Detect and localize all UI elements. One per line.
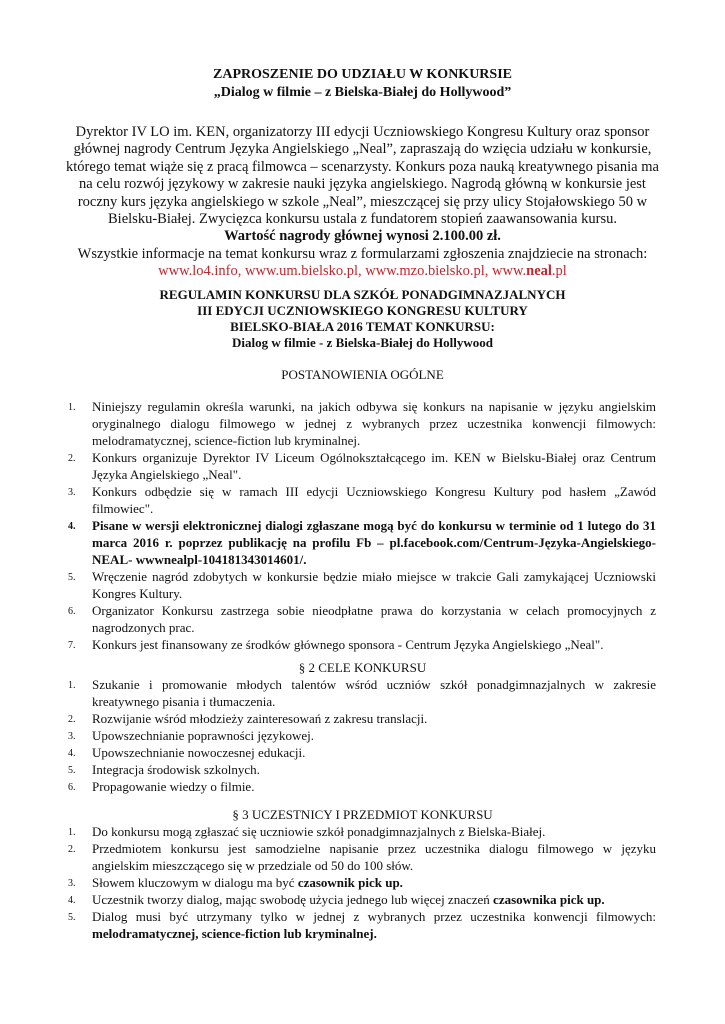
item-number: 2. — [68, 714, 76, 725]
item-number: 3. — [68, 731, 76, 742]
item-number: 6. — [68, 606, 76, 617]
invitation-title: ZAPROSZENIE DO UDZIAŁU W KONKURSIE — [213, 67, 512, 82]
list-item — [62, 483, 656, 517]
item-number: 2. — [68, 844, 76, 855]
section-2-heading: § 2 CELE KONKURSU — [298, 660, 427, 675]
item-number: 3. — [68, 487, 76, 498]
links-end: .pl — [551, 263, 567, 280]
item-text: Organizator Konkursu zastrzega sobie nieodpłatne prawa do korzystania w celach promocyjnych z nagrodzonych prac. — [92, 603, 656, 635]
list-item — [62, 517, 656, 568]
item-number: 1. — [68, 827, 76, 838]
item-number: 4. — [68, 748, 76, 759]
item-text: Upowszechnianie poprawności językowej. — [92, 728, 315, 743]
item-text-bold: czasownik pick up. — [297, 875, 403, 890]
item-text-normal: Uczestnik tworzy dialog, mając swobodę użycia jednego lub więcej znaczeń — [92, 892, 494, 907]
list-item — [62, 727, 656, 744]
list-item — [62, 676, 656, 710]
list-item — [62, 874, 656, 891]
item-number: 5. — [68, 912, 76, 923]
intro-paragraph: Dyrektor IV LO im. KEN, organizatorzy III edycji Uczniowskiego Kongresu Kultury oraz sponsor głównej nagrody Centrum Języka Angielskiego „Neal”, zapraszają do wzięcia udziału w konkursie, którego temat wiąże się z pracą filmowca – scenarzysty. Konkurs poza nauką kreatywnego pisania ma na celu rozwój językowy w zakresie nauki języka angielskiego. Nagrodą główną w konkursie jest roczny kurs języka angielskiego w szkole „Neal”, mieszczącej się przy ulicy Stojałowskiego 50 w Bielsku-Białej. Zwycięzca konkursu ustala z fundatorem stopień zaawansowania kursu. — [66, 124, 659, 228]
list-item — [62, 823, 656, 840]
item-text: Integracja środowisk szkolnych. — [92, 762, 260, 777]
item-text: Konkurs jest finansowany ze środków głównego sponsora - Centrum Języka Angielskiego „Neal". — [92, 637, 604, 652]
section-1-list — [62, 398, 656, 653]
list-item — [62, 840, 656, 874]
item-number: 7. — [68, 640, 76, 651]
prize-value: Wartość nagrody głównej wynosi 2.100.00 zł. — [224, 228, 501, 245]
list-item — [62, 449, 656, 483]
item-text — [92, 891, 656, 908]
item-text-normal: Dialog musi być utrzymany tylko w jednej z wybranych przez uczestnika konwencji filmowych: — [92, 909, 656, 924]
list-item — [62, 710, 656, 727]
list-item — [62, 568, 656, 602]
item-text — [92, 874, 656, 891]
regulations-line-2: III EDYCJI UCZNIOWSKIEGO KONGRESU KULTURY — [197, 303, 528, 318]
section-3-list — [62, 823, 656, 942]
item-number: 5. — [68, 765, 76, 776]
item-text: Rozwijanie wśród młodzieży zainteresowań z zakresu translacji. — [92, 711, 428, 726]
item-number: 4. — [68, 895, 76, 906]
item-text: Upowszechnianie nowoczesnej edukacji. — [92, 745, 306, 760]
item-text: Niniejszy regulamin określa warunki, na jakich odbywa się konkurs na napisanie w języku angielskim oryginalnego dialogu filmowego w jednej z wybranych przez uczestnika konwencji filmowych: melodramatycznej, science-fiction lub kryminalnej. — [92, 399, 656, 448]
item-text: Wręczenie nagród zdobytych w konkursie będzie miało miejsce w trakcie Gali zamykającej Uczniowski Kongres Kultury. — [92, 569, 656, 601]
regulations-line-1: REGULAMIN KONKURSU DLA SZKÓŁ PONADGIMNAZJALNYCH — [159, 287, 566, 302]
item-number: 3. — [68, 878, 76, 889]
item-text: Pisane w wersji elektronicznej dialogi zgłaszane mogą być do konkursu w terminie od 1 lutego do 31 marca 2016 r. poprzez publikację na profilu Fb – pl.facebook.com/Centrum-Języka-Angielskiego-NEAL- wwwnealpl-104181343014601/. — [92, 518, 656, 567]
list-item — [62, 908, 656, 942]
item-number: 5. — [68, 572, 76, 583]
item-text: Konkurs organizuje Dyrektor IV Liceum Ogólnokształcącego im. KEN w Bielsku-Białej oraz Centrum Języka Angielskiego „Neal". — [92, 450, 656, 482]
item-number: 4. — [68, 521, 76, 532]
section-3-heading: § 3 UCZESTNICY I PRZEDMIOT KONKURSU — [232, 807, 493, 822]
list-item — [62, 744, 656, 761]
item-text: Do konkursu mogą zgłaszać się uczniowie szkół ponadgimnazjalnych z Bielska-Białej. — [92, 824, 546, 839]
list-item — [62, 778, 656, 795]
website-links[interactable] — [62, 263, 663, 280]
item-text: Konkurs odbędzie się w ramach III edycji Uczniowskiego Kongresu Kultury pod hasłem „Zawód filmowiec". — [92, 484, 656, 516]
regulations-line-3: BIELSKO-BIAŁA 2016 TEMAT KONKURSU: — [230, 319, 495, 334]
invitation-subtitle: „Dialog w filmie – z Bielska-Białej do Hollywood” — [213, 85, 512, 100]
item-number: 6. — [68, 782, 76, 793]
section-2-list — [62, 676, 656, 795]
list-item — [62, 891, 656, 908]
item-number: 1. — [68, 402, 76, 413]
list-item — [62, 761, 656, 778]
item-text: Przedmiotem konkursu jest samodzielne napisanie przez uczestnika dialogu filmowego w języku angielskim mieszczącego się w przedziale od 50 do 100 słów. — [92, 841, 656, 873]
item-text — [92, 908, 656, 942]
links-text: www.lo4.info, www.um.bielsko.pl, www.mzo.bielsko.pl, www. — [158, 263, 527, 280]
item-number: 1. — [68, 680, 76, 691]
regulations-line-4: Dialog w filmie - z Bielska-Białej do Hollywood — [231, 335, 494, 350]
links-bold: neal — [526, 263, 552, 280]
list-item — [62, 636, 656, 653]
info-text: Wszystkie informacje na temat konkursu wraz z formularzami zgłoszenia znajdziecie na stronach: — [77, 245, 648, 262]
section-1-heading: POSTANOWIENIA OGÓLNE — [281, 367, 444, 382]
list-item — [62, 398, 656, 449]
item-text: Szukanie i promowanie młodych talentów wśród uczniów szkół ponadgimnazjalnych w zakresie kreatywnego pisania i tłumaczenia. — [92, 677, 656, 709]
item-text-bold: czasownika pick up. — [493, 892, 605, 907]
item-text-normal: Słowem kluczowym w dialogu ma być — [92, 875, 298, 890]
list-item — [62, 602, 656, 636]
item-number: 2. — [68, 453, 76, 464]
item-text: Propagowanie wiedzy o filmie. — [92, 779, 255, 794]
intro-block — [62, 124, 663, 281]
item-text-bold: melodramatycznej, science-fiction lub kryminalnej. — [92, 926, 377, 941]
